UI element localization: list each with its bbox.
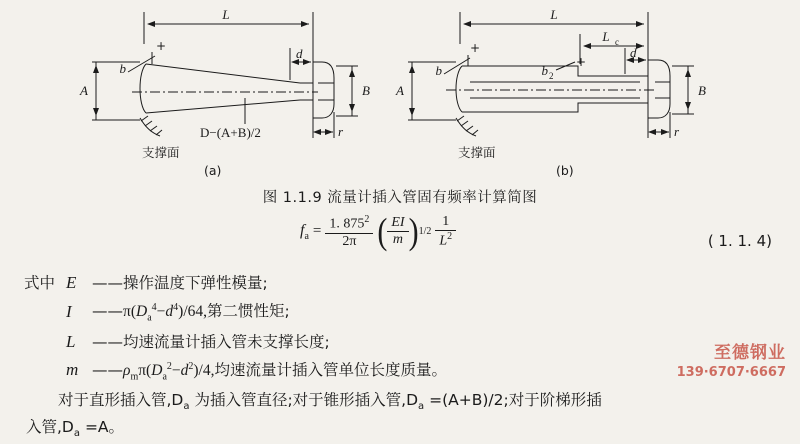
symbol-E: E bbox=[66, 273, 77, 292]
symbol-L: L bbox=[66, 331, 76, 351]
symbol-I: I bbox=[66, 301, 72, 321]
figure-caption: 图 1.1.9 流量计插入管固有频率计算简图 bbox=[262, 190, 538, 206]
svg-text:r: r bbox=[338, 124, 344, 139]
svg-text:r: r bbox=[674, 124, 680, 139]
fraction-1-numerator: 1. $875^2$ bbox=[329, 214, 370, 232]
svg-text:2: 2 bbox=[549, 71, 554, 81]
exponent-one-half: 1/2 bbox=[418, 226, 432, 238]
paragraph-line-1: 对于直形插入管$,D_a$ 为插入管直径;对于锥形插入管$,D_a =(A+B)/2$;对于阶梯形插 bbox=[58, 391, 602, 413]
symbol-m: m bbox=[66, 360, 79, 380]
svg-text:(a): (a) bbox=[204, 163, 222, 178]
definition-text-m: $——\rho_m\pi(D_a^2-d^2)/4$,均速流量计插入管单位长度质量。 bbox=[92, 360, 447, 383]
svg-text:A: A bbox=[396, 83, 404, 98]
svg-text:d: d bbox=[296, 46, 303, 61]
equation-fraction-inner bbox=[387, 215, 408, 248]
watermark-company: 至德钢业 bbox=[714, 343, 786, 363]
definition-item-E bbox=[0, 270, 800, 296]
equation-paren-group bbox=[377, 211, 432, 253]
svg-text:(b): (b) bbox=[556, 163, 574, 178]
definition-item-I bbox=[0, 299, 800, 326]
definitions-intro: 式中 bbox=[24, 274, 56, 292]
definition-text-I: $——\pi(D_a^4-d^4)/64$,第二惯性矩; bbox=[92, 302, 290, 324]
svg-text:L: L bbox=[550, 7, 558, 22]
svg-text:B: B bbox=[362, 83, 370, 98]
svg-text:+: + bbox=[576, 55, 587, 69]
equation-number: ( 1. 1. 4) bbox=[707, 232, 772, 250]
fraction-1-denominator: 2π bbox=[342, 233, 357, 249]
inner-denominator: m bbox=[392, 232, 404, 248]
equation-row bbox=[0, 211, 800, 266]
equation-1-1-4 bbox=[300, 211, 456, 253]
equation-equals: = bbox=[312, 223, 322, 240]
svg-text:L: L bbox=[602, 29, 610, 44]
svg-text:b: b bbox=[435, 63, 442, 78]
paren-close: ) bbox=[408, 211, 419, 253]
svg-text:D−(A+B)/2: D−(A+B)/2 bbox=[200, 125, 261, 140]
svg-text:+: + bbox=[156, 39, 167, 53]
watermark bbox=[677, 338, 786, 380]
paragraph-line-2: 入管$,D_a =A$。 bbox=[26, 418, 125, 440]
closing-paragraph bbox=[0, 388, 800, 443]
svg-text:d: d bbox=[630, 45, 637, 60]
figure-diagram bbox=[0, 0, 800, 182]
definition-text-E: ——操作温度下弹性模量; bbox=[92, 274, 268, 292]
fraction-2-numerator: 1 bbox=[442, 214, 450, 229]
svg-text:L: L bbox=[222, 7, 230, 22]
figure-1-1-9 bbox=[0, 0, 800, 206]
paren-open: ( bbox=[377, 211, 388, 253]
svg-text:c: c bbox=[615, 37, 619, 47]
inner-numerator: EI bbox=[391, 215, 405, 231]
equation-lhs: $f_a$ bbox=[300, 221, 309, 243]
svg-text:A: A bbox=[80, 83, 88, 98]
fraction-2-denominator: $L^2$ bbox=[439, 231, 453, 249]
watermark-phone: 139·6707·6667 bbox=[676, 365, 786, 380]
equation-fraction-1 bbox=[325, 214, 373, 250]
svg-text:支撑面: 支撑面 bbox=[142, 145, 180, 160]
definition-text-L: ——均速流量计插入管未支撑长度; bbox=[92, 332, 330, 351]
svg-text:+: + bbox=[470, 41, 481, 55]
equation-fraction-2 bbox=[435, 214, 456, 250]
svg-text:B: B bbox=[698, 83, 706, 98]
svg-text:b: b bbox=[541, 63, 548, 78]
svg-text:支撑面: 支撑面 bbox=[458, 145, 496, 160]
svg-text:b: b bbox=[119, 61, 126, 76]
